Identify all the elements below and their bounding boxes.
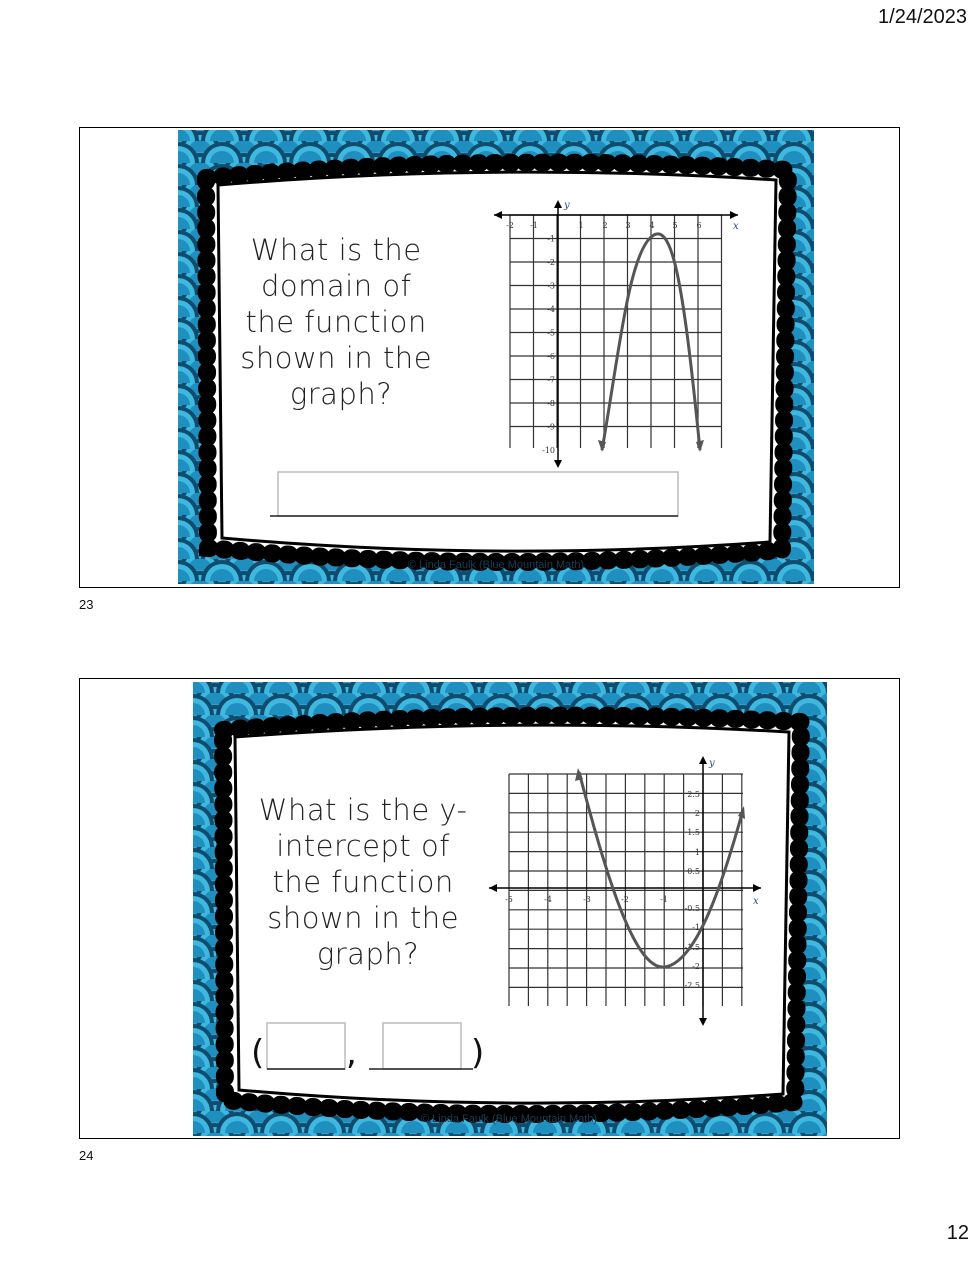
header-date: 1/24/2023 xyxy=(878,6,967,28)
slide-23-image xyxy=(178,130,814,584)
y-tick-label: -3 xyxy=(547,281,555,291)
y-tick-label: 0.5 xyxy=(687,867,700,876)
y-tick-label: -8 xyxy=(547,399,555,408)
x-tick-label: 6 xyxy=(696,221,702,230)
y-tick-label: -7 xyxy=(547,375,555,385)
page-number: 12 xyxy=(946,1222,969,1244)
x-tick-label: -5 xyxy=(505,895,513,904)
y-tick-label: -2 xyxy=(692,962,700,971)
x-tick-label: -2 xyxy=(506,221,514,230)
x-axis-label: x xyxy=(753,896,759,907)
y-tick-label: -10 xyxy=(542,446,555,455)
y-tick-label: -0.5 xyxy=(684,904,700,913)
x-tick-label: -4 xyxy=(544,895,552,904)
x-tick-label: 4 xyxy=(649,221,655,230)
question-line: graph? xyxy=(289,377,393,411)
question-line: shown in the xyxy=(267,901,460,935)
slide-number: 24 xyxy=(79,1148,94,1163)
x-tick-label: -1 xyxy=(530,221,538,230)
answer-box[interactable] xyxy=(278,472,678,516)
y-tick-label: -2 xyxy=(547,258,555,267)
answer-box-x[interactable] xyxy=(267,1023,345,1069)
x-tick-label: -1 xyxy=(660,895,668,904)
question-line: graph? xyxy=(316,937,420,971)
x-tick-label: 5 xyxy=(672,221,678,230)
y-axis-label: y xyxy=(709,758,715,769)
x-tick-label: -2 xyxy=(621,895,629,904)
answer-comma: , xyxy=(346,1033,357,1073)
x-axis-label: x xyxy=(733,221,739,232)
credit-text: © Linda Faulk (Blue Mountain Math) xyxy=(407,559,585,571)
question-line: domain of xyxy=(261,269,412,303)
y-tick-label: -5 xyxy=(547,328,555,338)
y-tick-label: -6 xyxy=(547,352,555,361)
credit-text: © Linda Faulk (Blue Mountain Math) xyxy=(420,1113,598,1125)
y-tick-label: 1 xyxy=(694,848,700,857)
x-tick-label: 2 xyxy=(602,221,608,230)
question-line: shown in the xyxy=(240,341,433,375)
y-tick-label: -9 xyxy=(547,422,555,432)
slide-24-image xyxy=(193,682,827,1136)
y-tick-label: 2.5 xyxy=(687,790,700,799)
x-tick-label: -3 xyxy=(583,895,591,904)
slide-number: 23 xyxy=(79,597,94,612)
y-tick-label: -1 xyxy=(692,923,700,932)
y-tick-label: -2.5 xyxy=(684,981,700,990)
answer-close-paren: ) xyxy=(471,1033,485,1073)
y-tick-label: -4 xyxy=(547,305,555,314)
x-tick-label: 3 xyxy=(625,221,631,230)
y-tick-label: -1.5 xyxy=(684,943,700,952)
y-tick-label: 2 xyxy=(694,809,700,818)
answer-open-paren: ( xyxy=(251,1033,265,1073)
y-tick-label: -1 xyxy=(547,234,555,244)
question-line: What is the xyxy=(250,233,422,267)
answer-box-y[interactable] xyxy=(383,1023,461,1069)
question-line: intercept of xyxy=(276,829,450,863)
y-axis-label: y xyxy=(564,200,570,211)
y-tick-label: 1.5 xyxy=(687,828,700,837)
question-line: What is the y- xyxy=(258,793,468,827)
x-tick-label: 1 xyxy=(578,221,584,230)
question-line: the function xyxy=(272,865,454,899)
question-line: the function xyxy=(245,305,427,339)
